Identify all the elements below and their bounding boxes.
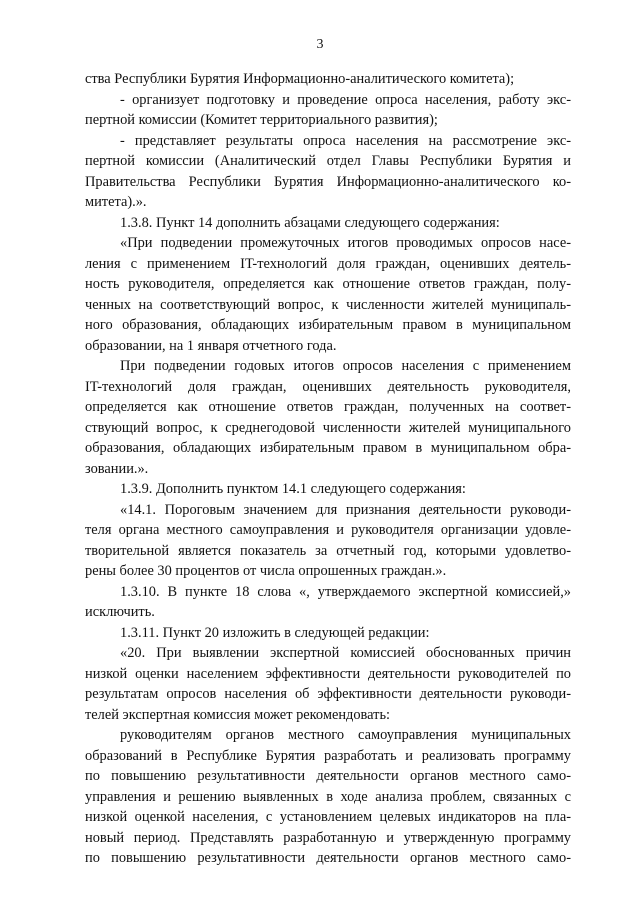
text-line: 1.3.8. Пункт 14 дополнить абзацами следующего содержания: <box>120 214 500 231</box>
text-line: руководителям органов местного самоуправления муниципальных <box>120 727 571 743</box>
text-line: ства Республики Бурятия Информационно-аналитического комитета); <box>85 71 515 87</box>
text-line: ченных на соответствующий вопрос, к численности жителей муниципаль- <box>85 296 571 313</box>
text-line: 1.3.9. Дополнить пунктом 14.1 следующего содержания: <box>120 481 466 497</box>
text-line: 1.3.10. В пункте 18 слова «, утверждаемого экспертной комиссией,» <box>120 583 571 600</box>
text-line: определяется как отношение ответов граждан, полученных на соответ- <box>85 399 571 415</box>
text-line: ствующий вопрос, к среднегодовой численности жителей муниципального <box>85 419 571 436</box>
text-line: рены более 30 процентов от числа опрошенных граждан.». <box>85 563 447 579</box>
text-line: митета).». <box>85 194 147 210</box>
text-line: - представляет результаты опроса населения на рассмотрение экс- <box>120 132 571 149</box>
text-line: новый период. Представлять разработанную и утвержденную программу <box>85 829 571 846</box>
text-line: - организует подготовку и проведение опроса населения, работу экс- <box>120 91 571 108</box>
document-body <box>85 69 571 869</box>
text-line: Правительства Республики Бурятия Информационно-аналитического ко- <box>85 173 571 190</box>
page-number: 3 <box>316 37 324 52</box>
text-line: исключить. <box>85 604 155 620</box>
text-line: по повышению результативности деятельности органов местного само- <box>85 850 571 866</box>
text-line: теля органа местного самоуправления и руководителя организации удовле- <box>85 522 571 538</box>
text-line: образований в Республике Бурятия разработать и реализовать программу <box>85 747 571 764</box>
text-line: При подведении годовых итогов опросов населения с применением <box>120 358 571 374</box>
text-line: ность руководителя, определяется как отношение ответов граждан, полу- <box>85 276 571 292</box>
text-line: 1.3.11. Пункт 20 изложить в следующей редакции: <box>120 624 430 641</box>
text-line: управления и решению выявленных в ходе анализа проблем, связанных с <box>85 788 571 805</box>
text-line: «14.1. Пороговым значением для признания деятельности руководи- <box>120 501 571 518</box>
text-line: результатам опросов населения об эффективности деятельности руководи- <box>85 686 571 702</box>
text-line: IT-технологий доля граждан, оценивших деятельность руководителя, <box>85 378 571 395</box>
text-line: творительной является показатель за отчетный год, которыми удовлетво- <box>85 542 571 559</box>
text-line: зовании.». <box>85 460 149 477</box>
text-line: пертной комиссии (Комитет территориального развития); <box>85 112 438 128</box>
text-line: низкой оценки населением эффективности деятельности руководителей по <box>85 665 571 682</box>
text-line: «При подведении промежуточных итогов проводимых опросов насе- <box>120 235 571 251</box>
text-line: ления с применением IT-технологий доля граждан, оценивших деятель- <box>85 255 571 272</box>
text-line: образовании, на 1 января отчетного года. <box>85 337 337 354</box>
text-line: телей экспертная комиссия может рекомендовать: <box>85 706 391 723</box>
text-line: образования, обладающих избирательным правом в муниципальном обра- <box>85 440 571 456</box>
text-line: ного образования, обладающих избирательным правом в муниципальном <box>85 317 571 333</box>
text-line: «20. При выявлении экспертной комиссией обоснованных причин <box>120 645 571 661</box>
text-line: пертной комиссии (Аналитический отдел Главы Республики Бурятия и <box>85 153 571 169</box>
text-line: низкой оценкой населения, с установлением целевых индикаторов на пла- <box>85 809 571 825</box>
text-line: по повышению результативности деятельности органов местного само- <box>85 768 571 784</box>
